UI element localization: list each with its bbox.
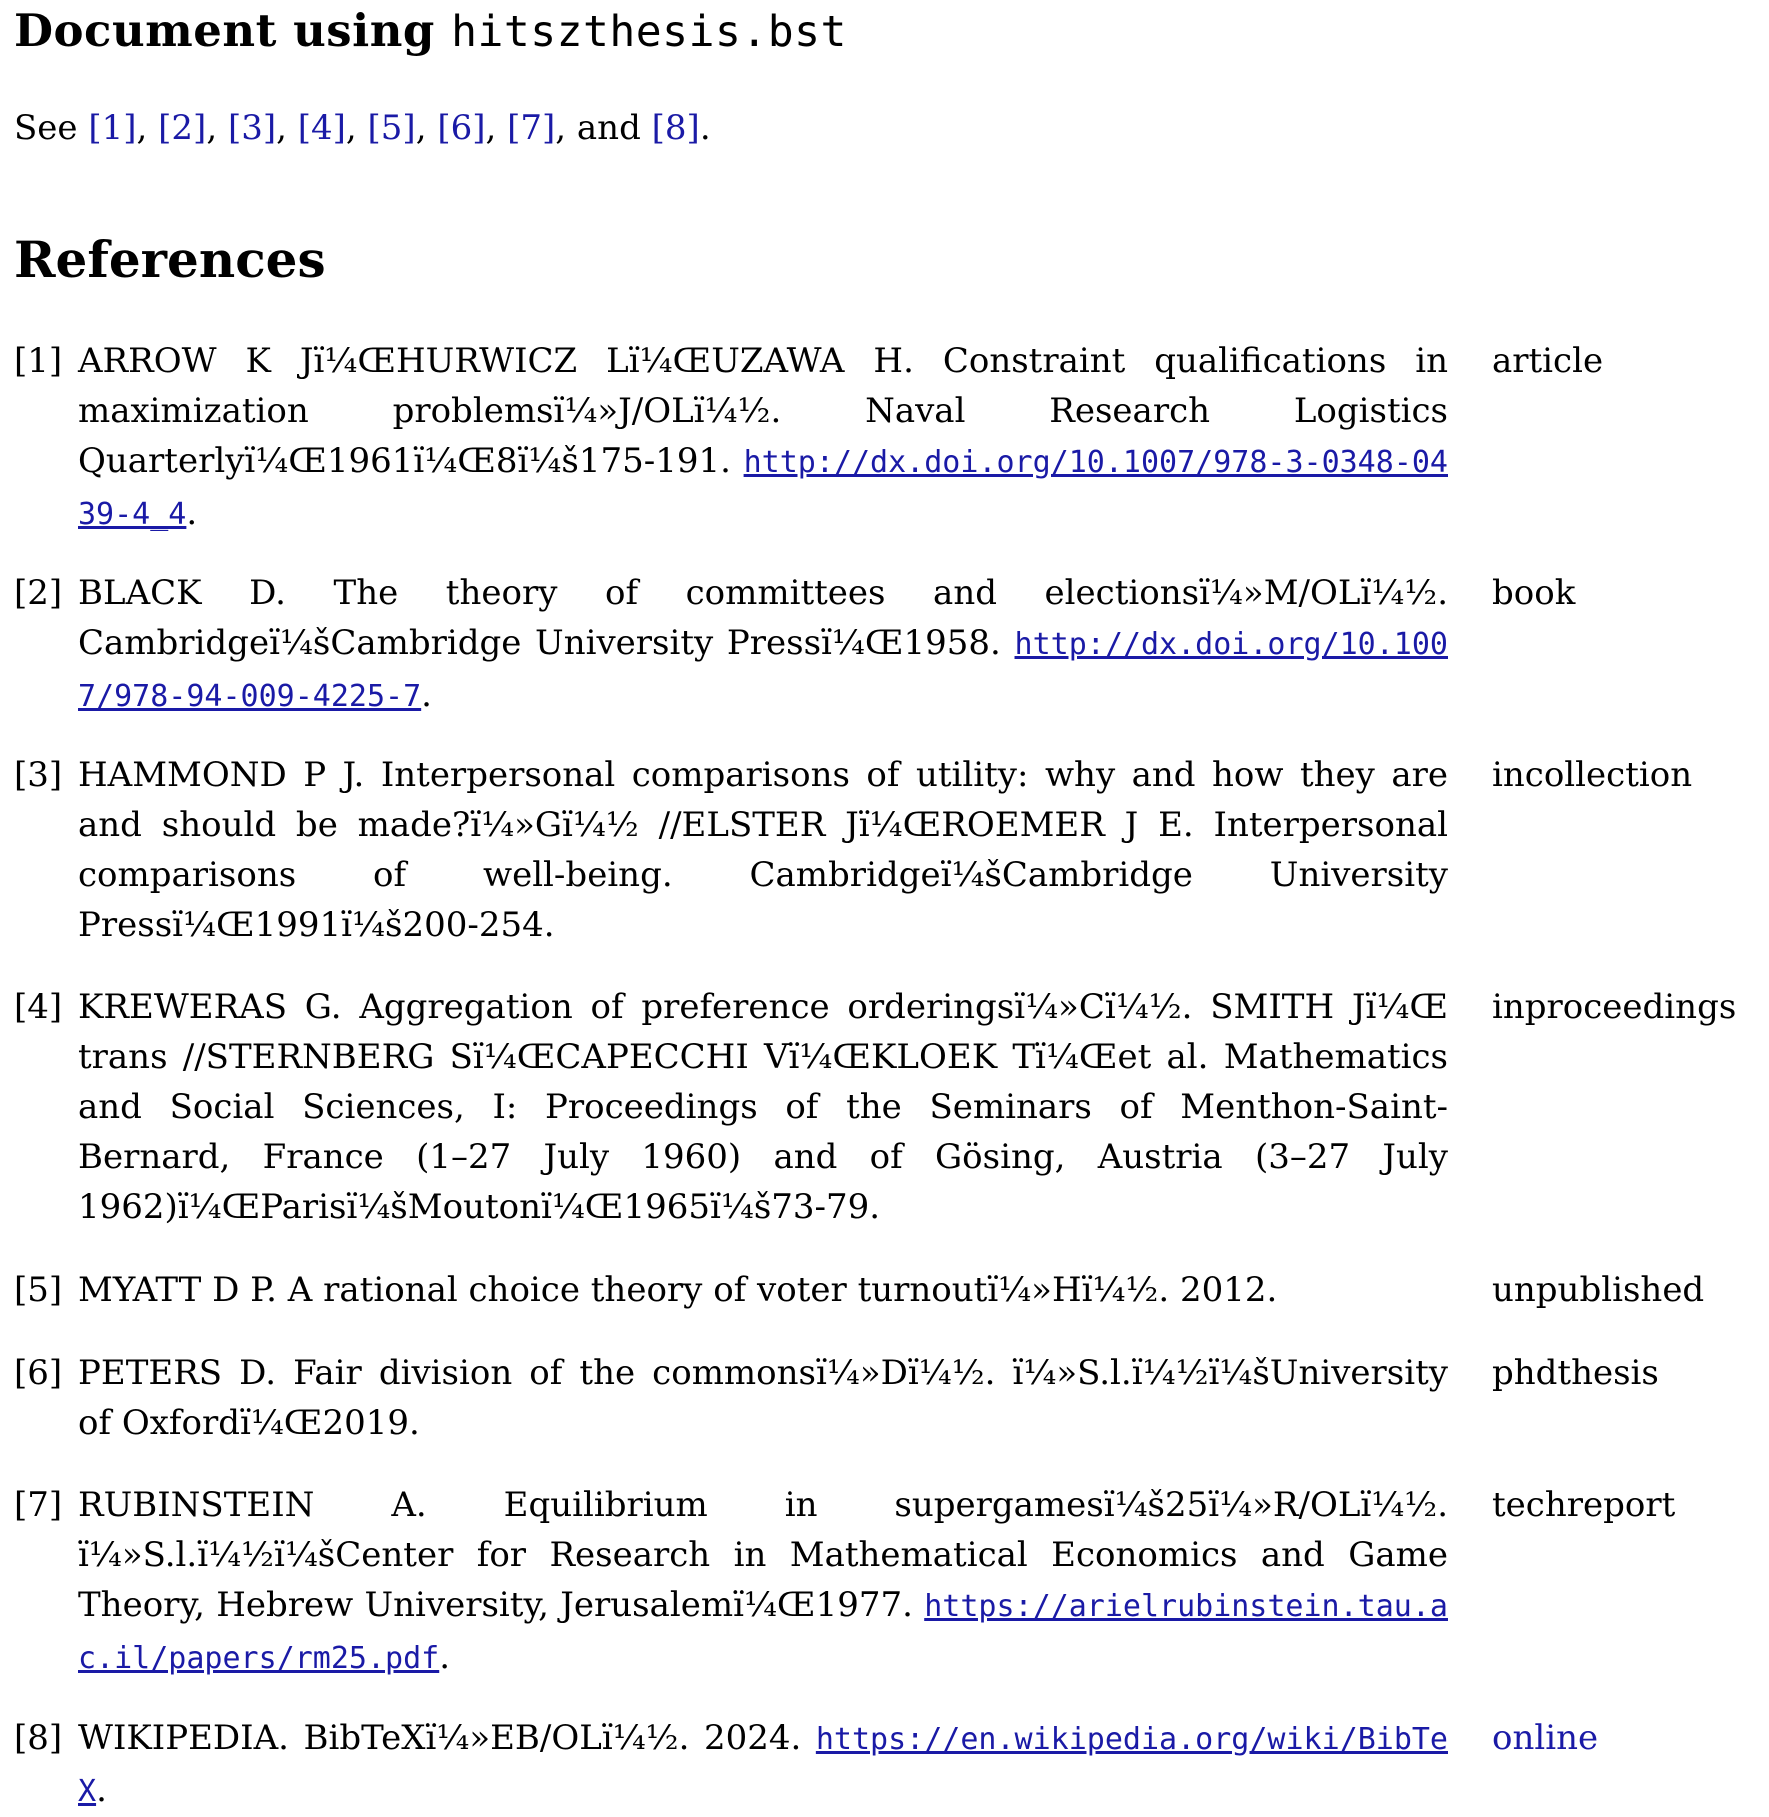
citation-link-8[interactable]: [8]	[651, 108, 700, 148]
citation-link-7[interactable]: [7]	[507, 108, 556, 148]
reference-text: KREWERAS G. Aggregation of preference orderingsï¼»Cï¼½. SMITH Jï¼Œ trans //STERNBERG Sï¼ŒCAPECCHI Vï¼ŒKLOEK Tï¼Œet al. Mathematics and Social Sciences, I: Proceedings of the Seminars of Menthon-Saint-Bernard, France (1–27 July 1960) and of Gösing, Austria (3–27 July 1962)ï¼ŒParisï¼šMoutonï¼Œ1965ï¼š73-79.	[78, 987, 1448, 1227]
reference-type: techreport	[1492, 1485, 1676, 1525]
intro-separator: ,	[345, 108, 368, 148]
intro-separator: ,	[276, 108, 298, 148]
reference-type: unpublished	[1492, 1270, 1705, 1310]
reference-label: [1]	[14, 341, 63, 381]
reference-type: phdthesis	[1492, 1353, 1659, 1393]
reference-body	[78, 336, 1448, 540]
intro-separator: ,	[415, 108, 438, 148]
intro-separator: ,	[136, 108, 159, 148]
reference-body	[78, 568, 1448, 722]
reference-end: .	[186, 493, 198, 533]
reference-type: inproceedings	[1492, 987, 1737, 1027]
citation-link-5[interactable]: [5]	[367, 108, 416, 148]
reference-end: .	[96, 1770, 107, 1810]
reference-url-link[interactable]: https://en.wikipedia.org/wiki/BibTeX	[78, 1722, 1448, 1809]
citation-link-2[interactable]: [2]	[158, 108, 207, 148]
reference-body	[78, 1480, 1448, 1684]
reference-body	[78, 750, 1448, 950]
reference-type: book	[1492, 573, 1576, 613]
intro-separator: ,	[206, 108, 228, 148]
citation-link-1[interactable]: [1]	[88, 108, 137, 148]
reference-text: BLACK D. The theory of committees and electionsï¼»M/OLï¼½. Cambridgeï¼šCambridge University Pressï¼Œ1958.	[78, 573, 1448, 663]
document-title	[14, 4, 847, 57]
reference-url-link[interactable]: http://dx.doi.org/10.1007/978-3-0348-0439-4_4	[78, 445, 1448, 532]
reference-body	[78, 1713, 1448, 1817]
reference-label: [5]	[14, 1270, 63, 1310]
reference-type-link[interactable]: online	[1492, 1718, 1599, 1758]
reference-text: WIKIPEDIA. BibTeXï¼»EB/OLï¼½. 2024.	[78, 1718, 816, 1758]
reference-url-link[interactable]: https://arielrubinstein.tau.ac.il/papers/rm25.pdf	[78, 1589, 1448, 1676]
reference-label: [7]	[14, 1485, 63, 1525]
reference-url-link[interactable]: http://dx.doi.org/10.1007/978-94-009-4225-7	[78, 627, 1448, 714]
title-code: hitszthesis.bst	[451, 7, 847, 57]
citation-link-4[interactable]: [4]	[297, 108, 346, 148]
intro-end-period: .	[699, 108, 711, 148]
reference-body	[78, 982, 1448, 1232]
reference-type: incollection	[1492, 755, 1693, 795]
reference-type: article	[1492, 341, 1604, 381]
reference-label: [2]	[14, 573, 63, 613]
references-heading: References	[14, 230, 326, 289]
title-prefix: Document using	[14, 4, 452, 57]
reference-text: HAMMOND P J. Interpersonal comparisons of utility: why and how they are and should be made?ï¼»Gï¼½ //ELSTER Jï¼ŒROEMER J E. Interpersonal comparisons of well-being. Cambridgeï¼šCambridge University Pressï¼Œ1991ï¼š200-254.	[78, 755, 1448, 945]
reference-end: .	[421, 675, 432, 715]
intro-see-text: See	[14, 108, 89, 148]
reference-end: .	[439, 1637, 451, 1677]
reference-body	[78, 1265, 1448, 1315]
reference-label: [8]	[14, 1718, 63, 1758]
reference-label: [3]	[14, 755, 63, 795]
citation-link-3[interactable]: [3]	[227, 108, 277, 148]
reference-text: ARROW K Jï¼ŒHURWICZ Lï¼ŒUZAWA H. Constraint qualifications in maximization problemsï¼»J/OLï¼½. Naval Research Logistics Quarterlyï¼Œ1961ï¼Œ8ï¼š175-191.	[78, 341, 1448, 481]
reference-text: RUBINSTEIN A. Equilibrium in supergamesï¼š25ï¼»R/OLï¼½. ï¼»S.l.ï¼½ï¼šCenter for Research in Mathematical Economics and Game Theory, Hebrew University, Jerusalemï¼Œ1977.	[78, 1485, 1448, 1625]
reference-text: MYATT D P. A rational choice theory of voter turnoutï¼»Hï¼½. 2012.	[78, 1270, 1278, 1310]
reference-body	[78, 1348, 1448, 1448]
reference-label: [4]	[14, 987, 63, 1027]
reference-text: PETERS D. Fair division of the commonsï¼»Dï¼½. ï¼»S.l.ï¼½ï¼šUniversity of Oxfordï¼Œ2019.	[78, 1353, 1448, 1443]
reference-label: [6]	[14, 1353, 63, 1393]
intro-separator: ,	[485, 108, 508, 148]
intro-and-text: , and	[555, 108, 652, 148]
intro-paragraph	[14, 108, 711, 148]
citation-link-6[interactable]: [6]	[437, 108, 486, 148]
